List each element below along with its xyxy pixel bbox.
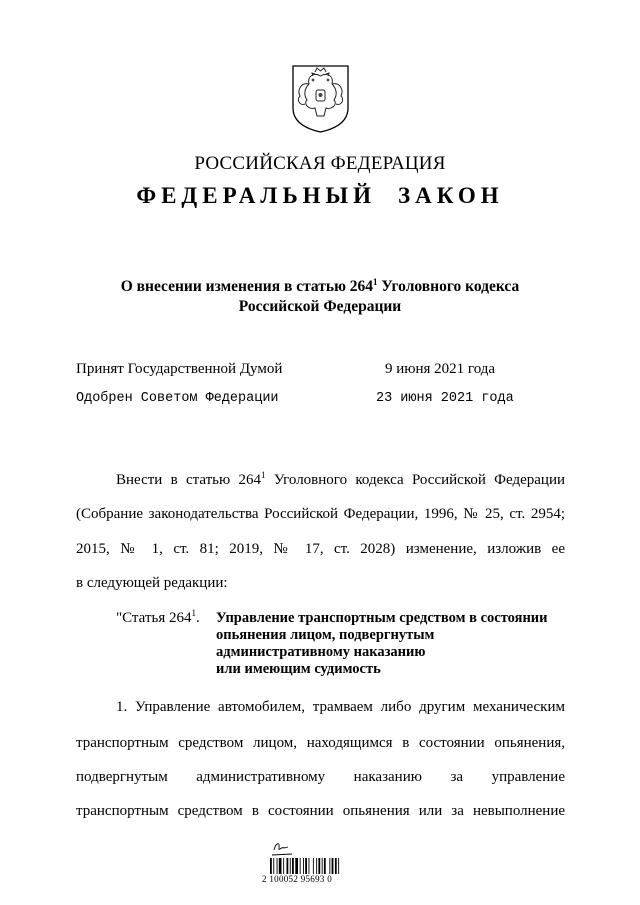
body-paragraph-line: подвергнутым административному наказанию за управление <box>76 769 565 785</box>
approved-date: 23 июня 2021 года <box>376 391 514 406</box>
body-paragraph-line: 2015, № 1, ст. 81; 2019, № 17, ст. 2028) изменение, изложив ее <box>76 541 565 557</box>
law-type-word1: ФЕДЕРАЛЬНЫЙ <box>136 183 377 208</box>
p1-line1-before: Внести в статью 264 <box>116 472 262 488</box>
signature-scribble-icon <box>272 844 292 855</box>
adopted-date: 9 июня 2021 года <box>385 361 496 377</box>
title-line2: Российской Федерации <box>238 298 402 315</box>
adopted-label: Принят Государственной Думой <box>76 361 283 377</box>
country-heading: РОССИЙСКАЯ ФЕДЕРАЦИЯ <box>194 153 446 174</box>
barcode-number: 2 100052 95693 0 <box>262 874 333 884</box>
article-prefix-after: . <box>195 610 200 626</box>
title-line1-before: О внесении изменения в статью 264 <box>120 278 374 295</box>
title-line1-after: Уголовного кодекса <box>377 278 520 295</box>
p1-line1-after: Уголовного кодекса Российской Федерации <box>265 472 565 488</box>
body-paragraph-line: 1. Управление автомобилем, трамваем либо другим механическим <box>116 699 565 715</box>
body-paragraph-line: транспортным средством в состоянии опьянения или за невыполнение <box>76 803 565 819</box>
article-title-line: опьянения лицом, подвергнутым <box>216 627 435 643</box>
article-title-line: Управление транспортным средством в состоянии <box>216 610 548 626</box>
law-type-word2: ЗАКОН <box>398 183 504 208</box>
p1-sup: 1 <box>261 470 266 480</box>
body-paragraph-line: (Собрание законодательства Российской Федерации, 1996, № 25, ст. 2954; <box>76 506 565 522</box>
article-prefix-sup: 1 <box>191 608 196 618</box>
article-prefix-before: "Статья 264 <box>116 610 192 626</box>
article-title <box>216 610 576 678</box>
title-sup: 1 <box>373 277 378 287</box>
body-paragraph-line: в следующей редакции: <box>76 575 228 591</box>
article-title-line: или имеющим судимость <box>216 661 381 677</box>
approved-label: Одобрен Советом Федерации <box>76 391 279 406</box>
body-paragraph-line <box>116 470 565 489</box>
document-type-heading <box>0 183 640 209</box>
article-number <box>116 608 200 627</box>
coat-of-arms-emblem-icon <box>287 60 354 135</box>
article-title-line: административному наказанию <box>216 644 426 660</box>
law-title <box>80 272 560 317</box>
body-paragraph-line: транспортным средством лицом, находящимся в состоянии опьянения, <box>76 735 565 751</box>
barcode <box>262 836 352 896</box>
